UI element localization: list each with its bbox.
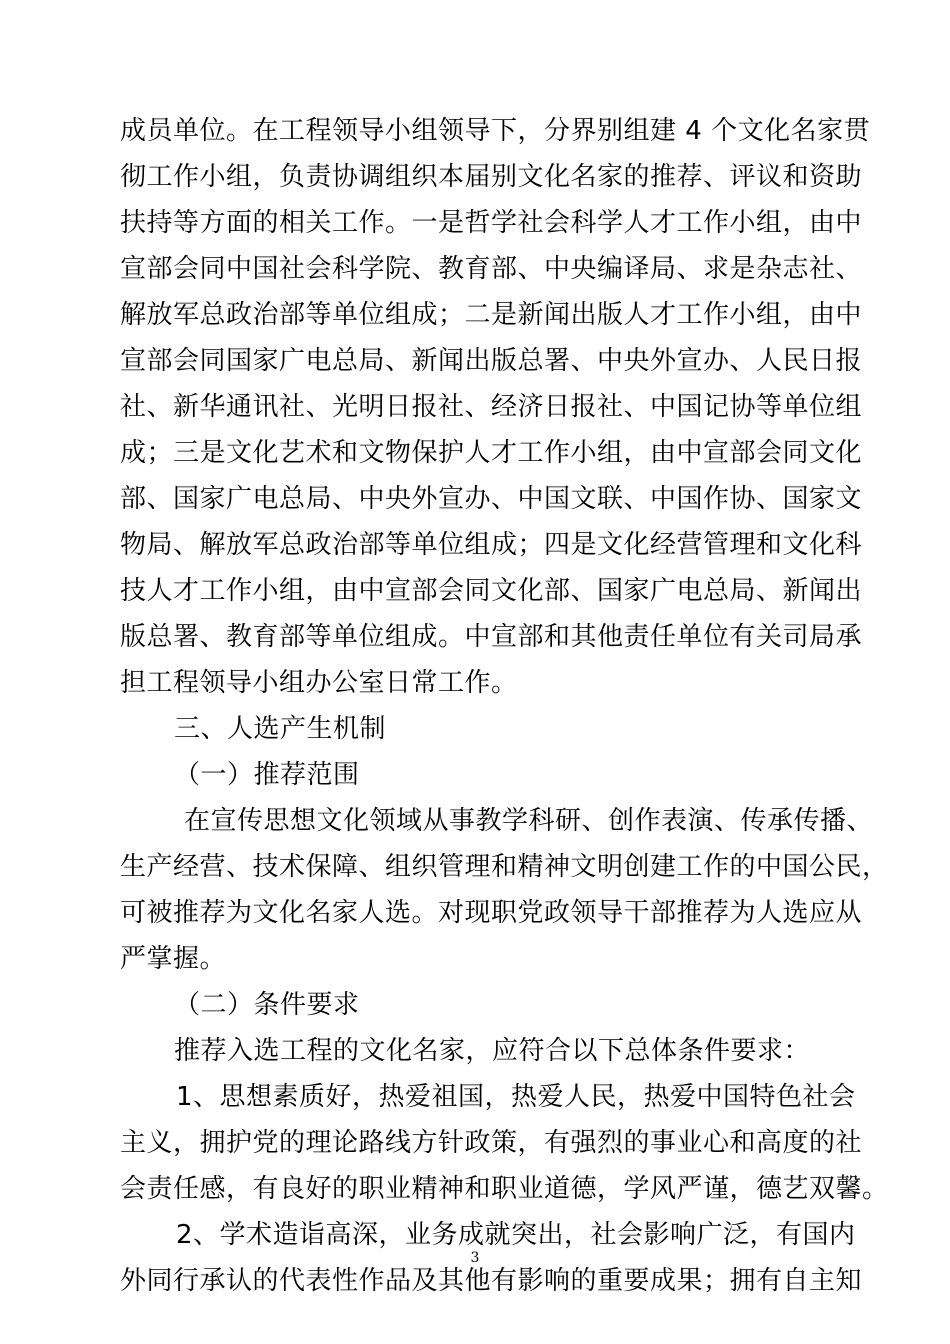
text-line: 社、新华通讯社、光明日报社、经济日报社、中国记协等单位组 — [120, 392, 863, 422]
section-heading: 三、人选产生机制 — [174, 714, 387, 744]
text-line: 扶持等方面的相关工作。一是哲学社会科学人才工作小组，由中 — [120, 208, 863, 238]
text-line: 2、学术造诣高深，业务成就突出，社会影响广泛，有国内 — [176, 1220, 856, 1250]
text-line: 解放军总政治部等单位组成；二是新闻出版人才工作小组，由中 — [120, 300, 863, 330]
text-line: 主义，拥护党的理论路线方针政策，有强烈的事业心和高度的社 — [120, 1128, 863, 1158]
body-text — [120, 108, 889, 1304]
page-number: 3 — [470, 1250, 480, 1266]
text-line: 生产经营、技术保障、组织管理和精神文明创建工作的中国公民， — [120, 852, 889, 882]
text-line: 推荐入选工程的文化名家，应符合以下总体条件要求： — [174, 1036, 811, 1066]
subsection-heading: （一）推荐范围 — [174, 760, 360, 790]
text-line: 彻工作小组，负责协调组织本届别文化名家的推荐、评议和资助 — [120, 162, 863, 192]
text-line: 物局、解放军总政治部等单位组成；四是文化经营管理和文化科 — [120, 530, 863, 560]
text-line: 成员单位。在工程领导小组领导下，分界别组建 4 个文化名家贯 — [120, 116, 871, 146]
text-line: 版总署、教育部等单位组成。中宣部和其他责任单位有关司局承 — [120, 622, 863, 652]
text-line: 在宣传思想文化领域从事教学科研、创作表演、传承传播、 — [184, 806, 874, 836]
text-line: 可被推荐为文化名家人选。对现职党政领导干部推荐为人选应从 — [120, 898, 863, 928]
subsection-heading: （二）条件要求 — [174, 990, 360, 1020]
text-line: 技人才工作小组，由中宣部会同文化部、国家广电总局、新闻出 — [120, 576, 863, 606]
text-line: 严掌握。 — [120, 944, 227, 974]
text-line: 成；三是文化艺术和文物保护人才工作小组，由中宣部会同文化 — [120, 438, 863, 468]
text-line: 外同行承认的代表性作品及其他有影响的重要成果；拥有自主知 — [120, 1266, 863, 1296]
text-line: 宣部会同国家广电总局、新闻出版总署、中央外宣办、人民日报 — [120, 346, 863, 376]
text-line: 部、国家广电总局、中央外宣办、中国文联、中国作协、国家文 — [120, 484, 863, 514]
text-line: 会责任感，有良好的职业精神和职业道德，学风严谨，德艺双馨。 — [120, 1174, 889, 1204]
text-line: 宣部会同中国社会科学院、教育部、中央编译局、求是杂志社、 — [120, 254, 863, 284]
text-line: 1、思想素质好，热爱祖国，热爱人民，热爱中国特色社会 — [176, 1082, 856, 1112]
text-line: 担工程领导小组办公室日常工作。 — [120, 668, 518, 698]
